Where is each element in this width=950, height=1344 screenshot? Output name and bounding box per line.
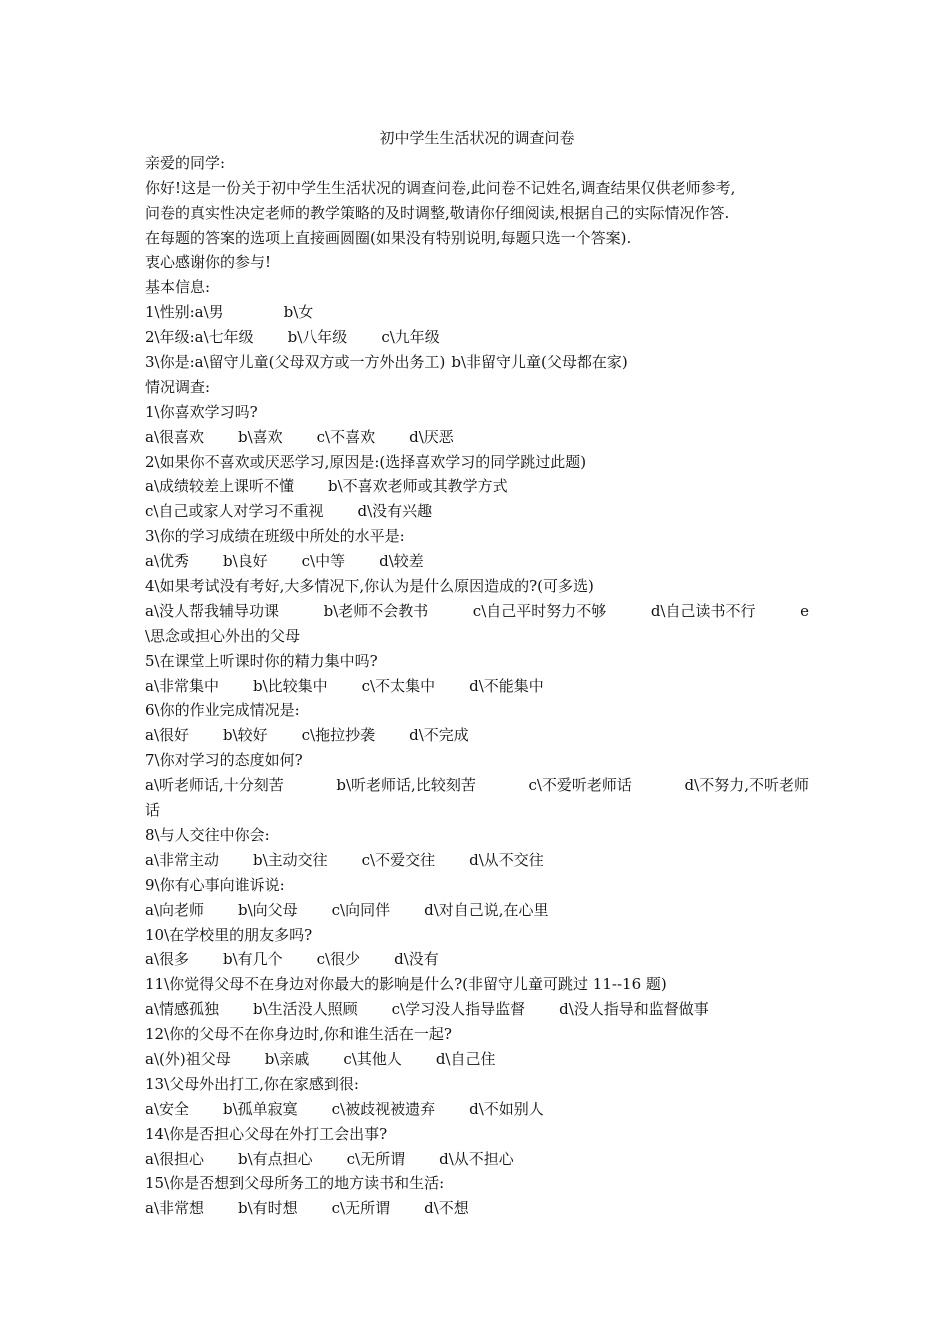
- question-text: 1\性别:a\男: [145, 303, 224, 322]
- question-6: 6\你的作业完成情况是:: [145, 701, 300, 720]
- option-c[interactable]: c\中等: [301, 552, 346, 571]
- document-page: [145, 126, 809, 1221]
- option-d[interactable]: d\没人指导和监督做事: [559, 1000, 709, 1019]
- intro-line-4: 衷心感谢你的参与!: [145, 253, 272, 272]
- question-5-options: [145, 674, 809, 699]
- option-c[interactable]: c\不太集中: [361, 676, 436, 695]
- question-14: 14\你是否担心父母在外打工会出事?: [145, 1124, 388, 1143]
- option-b[interactable]: b\有点担心: [238, 1149, 313, 1168]
- option-d[interactable]: d\自己住: [435, 1049, 496, 1068]
- question-4-options-continued: \思念或担心外出的父母: [145, 626, 301, 645]
- option-a[interactable]: a\优秀: [145, 552, 189, 571]
- option: c\九年级: [381, 328, 440, 347]
- option-b[interactable]: b\主动交往: [253, 850, 328, 869]
- option-a[interactable]: a\非常想: [145, 1199, 204, 1218]
- question-10-options: [145, 947, 809, 972]
- question-13: 13\父母外出打工,你在家感到很:: [145, 1074, 359, 1093]
- option-d[interactable]: d\不努力,不听老师: [684, 776, 809, 795]
- option-a[interactable]: a\很担心: [145, 1149, 204, 1168]
- option-b[interactable]: b\较好: [223, 726, 268, 745]
- option-c[interactable]: c\不爱交往: [361, 850, 436, 869]
- question-2-options-2: [145, 499, 809, 524]
- option-c[interactable]: c\自己平时努力不够: [472, 601, 607, 620]
- question-5: 5\在课堂上听课时你的精力集中吗?: [145, 651, 378, 670]
- option-b[interactable]: b\生活没人照顾: [253, 1000, 358, 1019]
- question-4-options: [145, 599, 809, 624]
- option-d[interactable]: d\对自己说,在心里: [424, 900, 549, 919]
- option-c[interactable]: c\无所谓: [346, 1149, 406, 1168]
- option-c[interactable]: c\其他人: [343, 1049, 402, 1068]
- question-1-options: [145, 425, 809, 450]
- question-2: 2\如果你不喜欢或厌恶学习,原因是:(选择喜欢学习的同学跳过此题): [145, 452, 587, 471]
- basic-info-heading: 基本信息:: [145, 278, 211, 297]
- option-c[interactable]: c\自己或家人对学习不重视: [145, 502, 324, 521]
- question-1: 1\你喜欢学习吗?: [145, 402, 258, 421]
- option-b[interactable]: b\向父母: [238, 900, 298, 919]
- option-c[interactable]: c\学习没人指导监督: [391, 1000, 526, 1019]
- question-4: 4\如果考试没有考好,大多情况下,你认为是什么原因造成的?(可多选): [145, 577, 594, 596]
- option-c[interactable]: c\拖拉抄袭: [301, 726, 376, 745]
- option-b[interactable]: b\不喜欢老师或其教学方式: [328, 477, 508, 496]
- question-10: 10\在学校里的朋友多吗?: [145, 925, 313, 944]
- option-c[interactable]: c\很少: [316, 950, 361, 969]
- question-8-options: [145, 848, 809, 873]
- greeting: 亲爱的同学:: [145, 153, 226, 172]
- option-b[interactable]: b\有几个: [223, 950, 283, 969]
- question-9-options: [145, 898, 809, 923]
- question-7: 7\你对学习的态度如何?: [145, 751, 303, 770]
- option-a[interactable]: a\很多: [145, 950, 189, 969]
- option-d[interactable]: d\自己读书不行: [650, 601, 756, 620]
- option: b\八年级: [287, 328, 348, 347]
- option: b\非留守儿童(父母都在家): [451, 353, 628, 372]
- option-b[interactable]: b\良好: [223, 552, 268, 571]
- option-a[interactable]: a\向老师: [145, 900, 204, 919]
- option-a[interactable]: a\听老师话,十分刻苦: [145, 776, 284, 795]
- option-a[interactable]: a\(外)祖父母: [145, 1049, 231, 1068]
- option-c[interactable]: c\不喜欢: [316, 427, 376, 446]
- option: b\女: [283, 303, 314, 322]
- question-12-options: [145, 1047, 809, 1072]
- option-b[interactable]: b\孤单寂寞: [223, 1099, 298, 1118]
- option-a[interactable]: a\没人帮我辅导功课: [145, 601, 279, 620]
- option-a[interactable]: a\很喜欢: [145, 427, 204, 446]
- option-a[interactable]: a\非常集中: [145, 676, 219, 695]
- question-text: 3\你是:a\留守儿童(父母双方或一方外出务工): [145, 353, 446, 372]
- option-d[interactable]: d\较差: [379, 552, 424, 571]
- question-7-options: [145, 773, 809, 798]
- question-list: [145, 400, 809, 1221]
- question-3: 3\你的学习成绩在班级中所处的水平是:: [145, 527, 405, 546]
- option-a[interactable]: a\成绩较差上课听不懂: [145, 477, 294, 496]
- basic-question-status: [145, 350, 809, 375]
- question-9: 9\你有心事向谁诉说:: [145, 875, 285, 894]
- option-b[interactable]: b\老师不会教书: [323, 601, 429, 620]
- question-6-options: [145, 723, 809, 748]
- option-a[interactable]: a\非常主动: [145, 850, 219, 869]
- option-a[interactable]: a\情感孤独: [145, 1000, 219, 1019]
- option-d[interactable]: d\厌恶: [409, 427, 454, 446]
- option-b[interactable]: b\比较集中: [253, 676, 328, 695]
- option-a[interactable]: a\安全: [145, 1099, 189, 1118]
- survey-heading: 情况调查:: [145, 377, 211, 396]
- intro-line-2: 问卷的真实性决定老师的教学策略的及时调整,敬请你仔细阅读,根据自己的实际情况作答.: [145, 203, 730, 222]
- option-d[interactable]: d\没有兴趣: [357, 502, 433, 521]
- question-12: 12\你的父母不在你身边时,你和谁生活在一起?: [145, 1025, 452, 1044]
- question-8: 8\与人交往中你会:: [145, 825, 270, 844]
- question-11: 11\你觉得父母不在身边对你最大的影响是什么?(非留守儿童可跳过 11--16 题): [145, 975, 667, 994]
- option-d[interactable]: d\不能集中: [469, 676, 544, 695]
- question-14-options: [145, 1147, 809, 1172]
- option-d[interactable]: d\从不担心: [439, 1149, 514, 1168]
- option-b[interactable]: b\亲戚: [264, 1049, 310, 1068]
- basic-question-gender: [145, 300, 809, 325]
- option-d[interactable]: d\从不交往: [469, 850, 544, 869]
- basic-question-grade: [145, 325, 809, 350]
- question-2-options: [145, 474, 809, 499]
- question-13-options: [145, 1097, 809, 1122]
- option-b[interactable]: b\喜欢: [238, 427, 283, 446]
- option-c[interactable]: c\向同伴: [331, 900, 391, 919]
- option-b[interactable]: b\听老师话,比较刻苦: [336, 776, 476, 795]
- question-text: 2\年级:a\七年级: [145, 328, 254, 347]
- option-c[interactable]: c\被歧视被遗弃: [331, 1099, 436, 1118]
- option-c[interactable]: c\不爱听老师话: [528, 776, 632, 795]
- option-d[interactable]: d\不想: [424, 1199, 469, 1218]
- intro-line-1: 你好!这是一份关于初中学生生活状况的调查问卷,此问卷不记姓名,调查结果仅供老师参考,: [145, 178, 736, 197]
- option-b[interactable]: b\有时想: [238, 1199, 298, 1218]
- option-a[interactable]: a\很好: [145, 726, 189, 745]
- option-c[interactable]: c\无所谓: [331, 1199, 391, 1218]
- question-15-options: [145, 1196, 809, 1221]
- question-11-options: [145, 997, 809, 1022]
- option-d[interactable]: d\不如别人: [469, 1099, 544, 1118]
- question-15: 15\你是否想到父母所务工的地方读书和生活:: [145, 1174, 445, 1193]
- intro-line-3: 在每题的答案的选项上直接画圆圈(如果没有特别说明,每题只选一个答案).: [145, 228, 632, 247]
- question-3-options: [145, 549, 809, 574]
- document-title: 初中学生生活状况的调查问卷: [379, 129, 575, 147]
- question-7-options-continued: 话: [145, 801, 161, 820]
- option-d[interactable]: d\不完成: [409, 726, 469, 745]
- option-e[interactable]: e: [800, 601, 809, 620]
- option-d[interactable]: d\没有: [394, 950, 439, 969]
